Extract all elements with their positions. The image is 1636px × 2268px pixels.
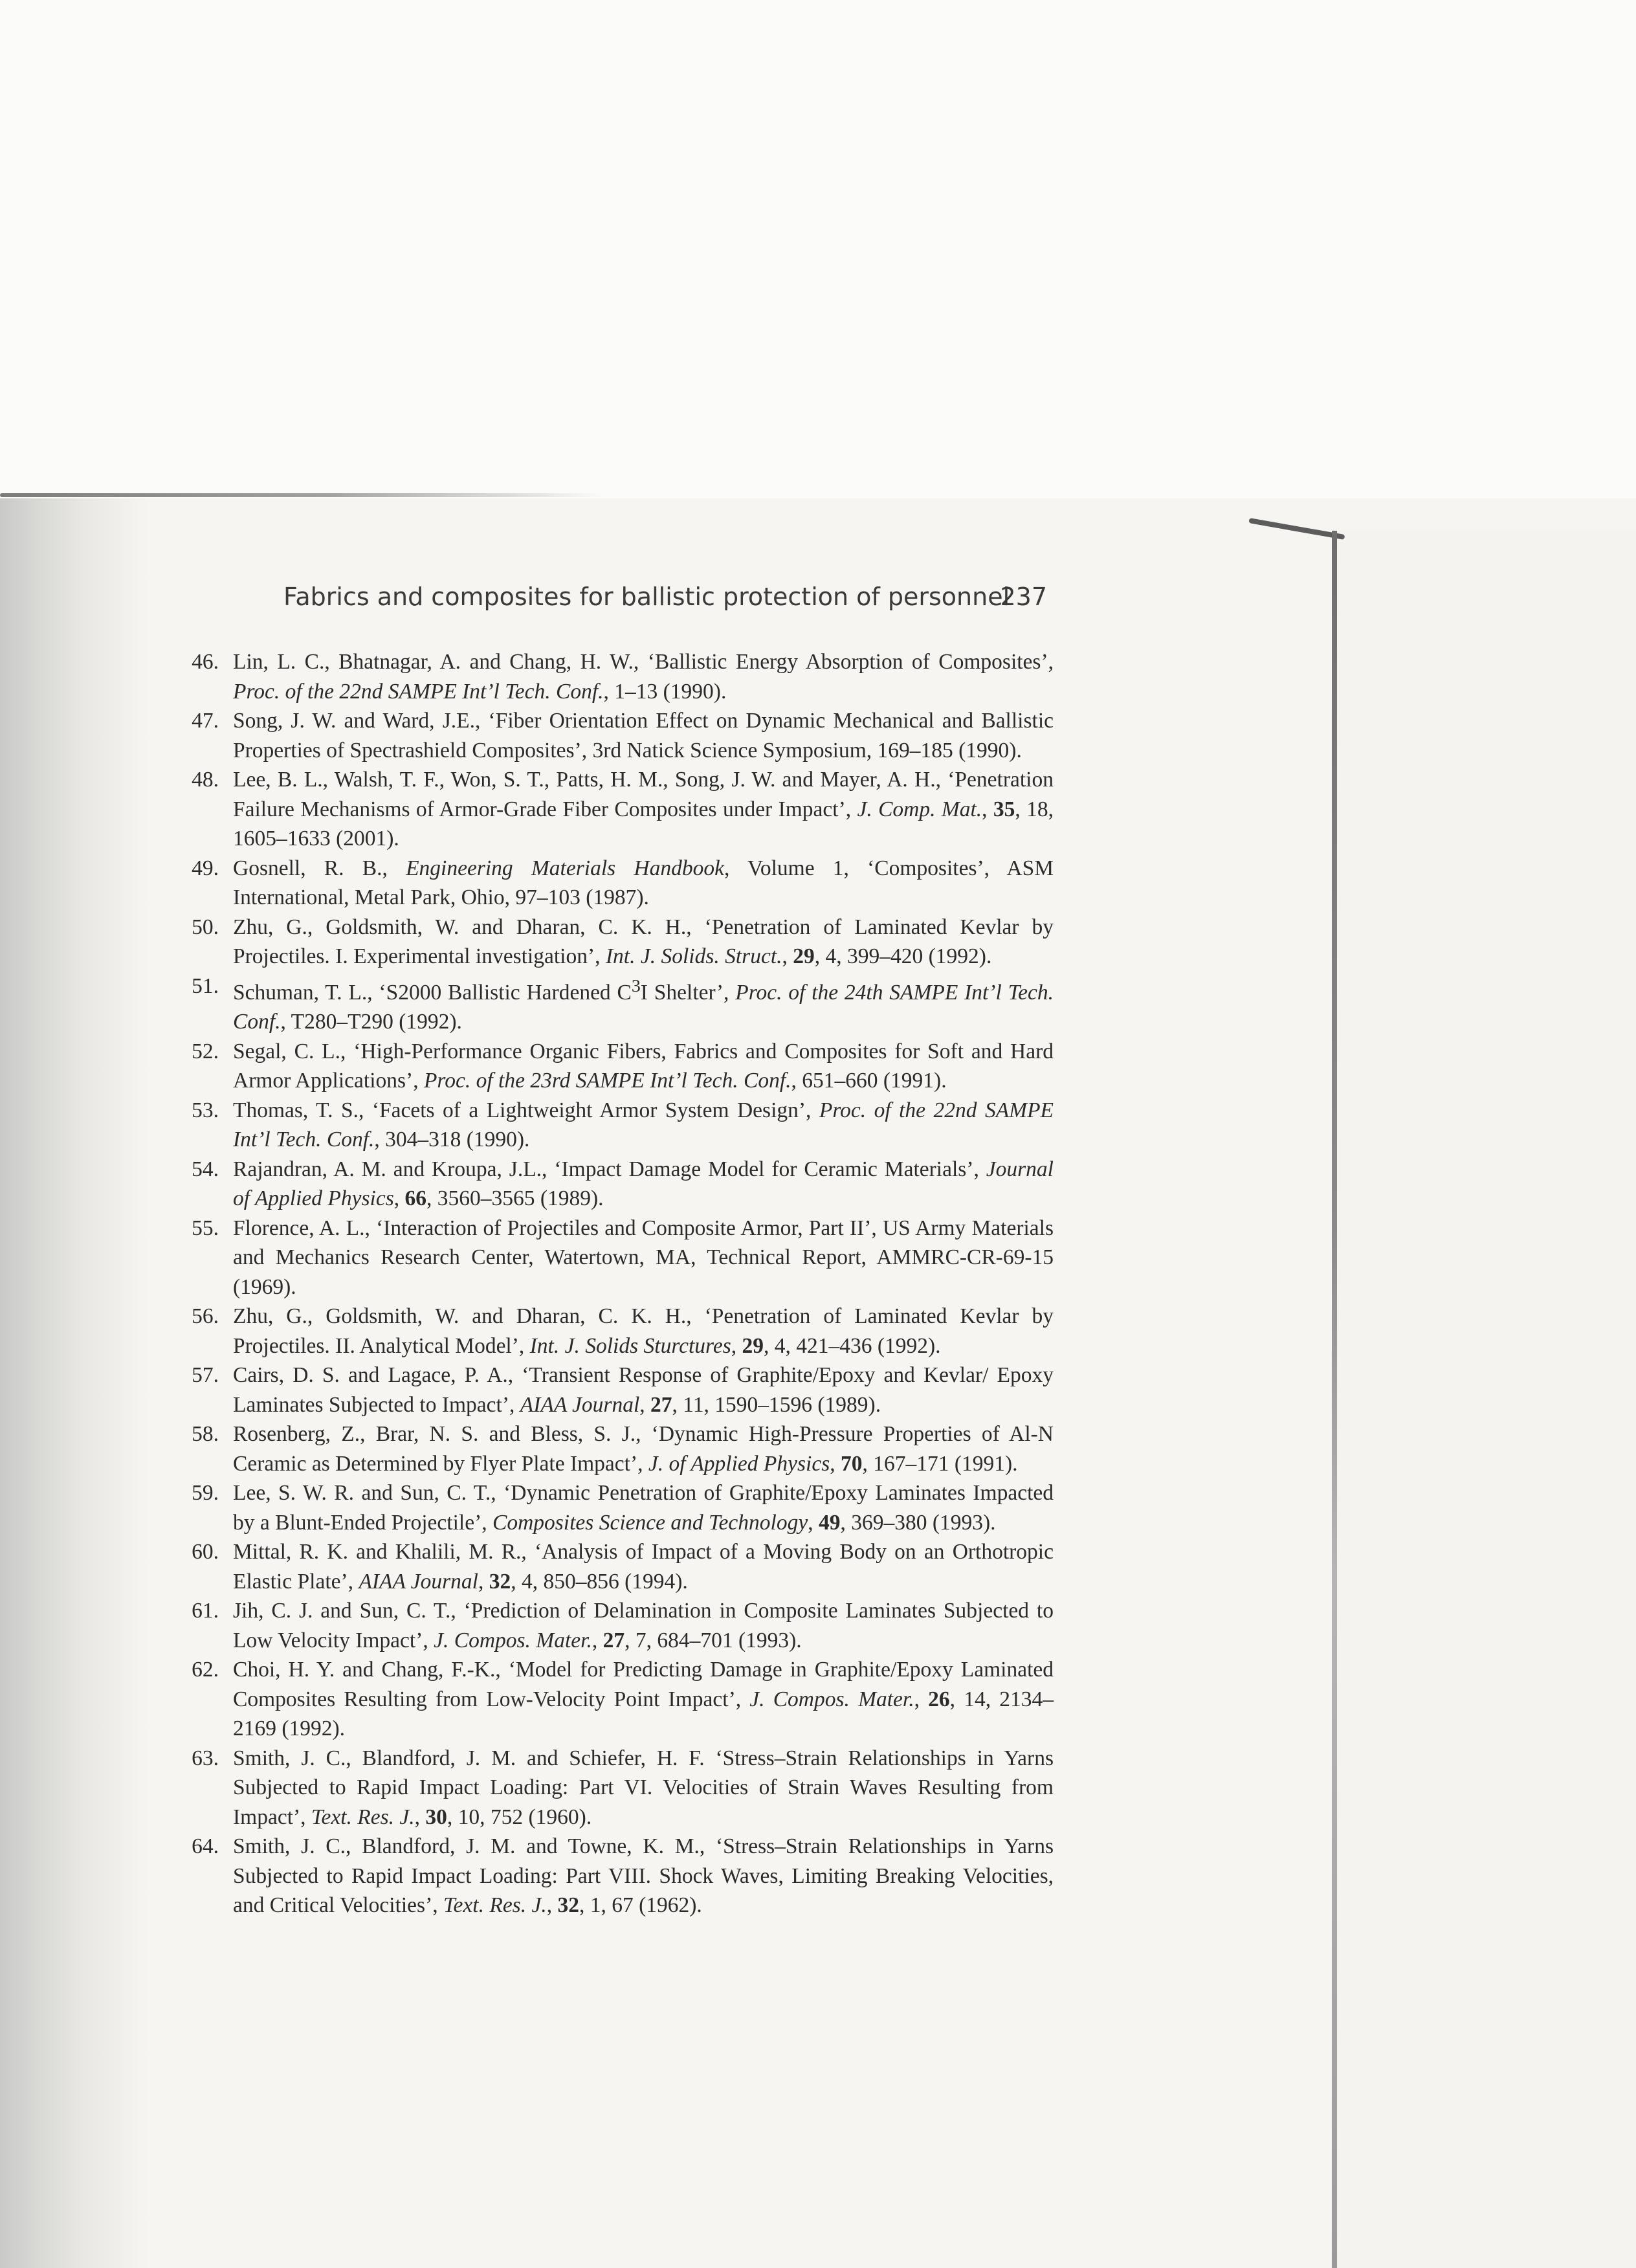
binding-shadow [0,498,149,2268]
reference-item [173,1096,1054,1155]
reference-list [173,647,1054,1920]
reference-number: 47. [192,709,219,733]
reference-number: 49. [192,856,219,880]
reference-text: Thomas, T. S., ‘Facets of a Lightweight Armor System Design’, Proc. of the 22nd SAMPE Int’l Tech. Conf., 304–318 (1990). [233,1098,1054,1152]
reference-number: 64. [192,1834,219,1859]
reference-number: 52. [192,1039,219,1063]
blank-page-area [0,0,1636,498]
reference-number: 54. [192,1157,219,1181]
reference-number: 46. [192,650,219,674]
reference-number: 48. [192,768,219,792]
reference-number: 60. [192,1540,219,1564]
reference-text: Zhu, G., Goldsmith, W. and Dharan, C. K. H., ‘Penetration of Laminated Kevlar by Projectiles. I. Experimental investigation’, Int. J. Solids. Struct., 29, 4, 399–420 (1992). [233,915,1054,968]
reference-item [173,1361,1054,1419]
reference-item [173,647,1054,706]
reference-text: Jih, C. J. and Sun, C. T., ‘Prediction of Delamination in Composite Laminates Subjected to Low Velocity Impact’, J. Compos. Mater., 27, 7, 684–701 (1993). [233,1599,1054,1652]
reference-item [173,706,1054,765]
reference-text: Choi, H. Y. and Chang, F.-K., ‘Model for Predicting Damage in Graphite/Epoxy Laminated Composites Resulting from Low-Velocity Point Impact’, J. Compos. Mater., 26, 14, 2134–2169 (1992). [233,1658,1054,1741]
reference-text: Gosnell, R. B., Engineering Materials Handbook, Volume 1, ‘Composites’, ASM International, Metal Park, Ohio, 97–103 (1987). [233,856,1054,909]
reference-number: 51. [192,973,219,998]
reference-item [173,1214,1054,1302]
reference-text: Song, J. W. and Ward, J.E., ‘Fiber Orientation Effect on Dynamic Mechanical and Ballistic Properties of Spectrashield Composites’, 3rd Natick Science Symposium, 169–185 (1990). [233,709,1054,762]
reference-text: Schuman, T. L., ‘S2000 Ballistic Hardened $C^3I$ Shelter’, Proc. of the 24th SAMPE Int’l Tech. Conf., T280–T290 (1992). [233,975,1054,1034]
reference-number: 59. [192,1481,219,1506]
reference-text: Segal, C. L., ‘High-Performance Organic Fibers, Fabrics and Composites for Soft and Hard Armor Applications’, Proc. of the 23rd SAMPE Int’l Tech. Conf., 651–660 (1991). [233,1039,1054,1093]
reference-number: 53. [192,1098,219,1122]
page-corner-mark [1248,518,1345,540]
reference-item [173,1478,1054,1537]
reference-number: 62. [192,1658,219,1682]
right-page-edge [1332,531,1337,2268]
reference-text: Smith, J. C., Blandford, J. M. and Towne, K. M., ‘Stress–Strain Relationships in Yarns Subjected to Rapid Impact Loading: Part VIII. Shock Waves, Limiting Breaking Velocities, and Critical Velocities’, Text. Res. J., 32, 1, 67 (1962). [233,1834,1054,1918]
reference-item [173,765,1054,854]
reference-item [173,1037,1054,1096]
reference-item [173,1302,1054,1361]
reference-number: 57. [192,1363,219,1388]
reference-text: Lee, B. L., Walsh, T. F., Won, S. T., Patts, H. M., Song, J. W. and Mayer, A. H., ‘Penetration Failure Mechanisms of Armor-Grade Fiber Composites under Impact’, J. Comp. Mat., 35, 18, 1605–1633 (2001). [233,768,1054,850]
reference-item [173,1832,1054,1920]
reference-text: Lin, L. C., Bhatnagar, A. and Chang, H. W., ‘Ballistic Energy Absorption of Composites’, Proc. of the 22nd SAMPE Int’l Tech. Conf., 1–13 (1990). [233,650,1054,704]
reference-text: Smith, J. C., Blandford, J. M. and Schiefer, H. F. ‘Stress–Strain Relationships in Yarns Subjected to Rapid Impact Loading: Part VI. Velocities of Strain Waves Resulting from Impact’, Text. Res. J., 30, 10, 752 (1960). [233,1746,1054,1829]
reference-number: 63. [192,1746,219,1770]
reference-text: Florence, A. L., ‘Interaction of Projectiles and Composite Armor, Part II’, US Army Materials and Mechanics Research Center, Watertown, MA, Technical Report, AMMRC-CR-69-15 (1969). [233,1216,1054,1299]
reference-number: 55. [192,1216,219,1240]
reference-item [173,913,1054,972]
running-header [283,583,1047,621]
reference-item [173,972,1054,1037]
reference-text: Lee, S. W. R. and Sun, C. T., ‘Dynamic Penetration of Graphite/Epoxy Laminates Impacted by a Blunt-Ended Projectile’, Composites Science and Technology, 49, 369–380 (1993). [233,1481,1054,1535]
reference-text: Rajandran, A. M. and Kroupa, J.L., ‘Impact Damage Model for Ceramic Materials’, Journal of Applied Physics, 66, 3560–3565 (1989). [233,1157,1054,1211]
reference-item [173,1155,1054,1214]
running-head-title: Fabrics and composites for ballistic protection of personnel [283,583,1010,611]
reference-number: 50. [192,915,219,939]
reference-text: Mittal, R. K. and Khalili, M. R., ‘Analysis of Impact of a Moving Body on an Orthotropic Elastic Plate’, AIAA Journal, 32, 4, 850–856 (1994). [233,1540,1054,1594]
right-margin-area [1337,531,1636,2268]
page-number: 237 [1000,583,1047,611]
reference-item [173,1596,1054,1655]
reference-item [173,1655,1054,1744]
reference-item [173,1537,1054,1596]
reference-item [173,854,1054,913]
reference-number: 56. [192,1304,219,1329]
reference-text: Rosenberg, Z., Brar, N. S. and Bless, S. J., ‘Dynamic High-Pressure Properties of Al-N Ceramic as Determined by Flyer Plate Impact’, J. of Applied Physics, 70, 167–171 (1991). [233,1422,1054,1476]
reference-text: Cairs, D. S. and Lagace, P. A., ‘Transient Response of Graphite/Epoxy and Kevlar/ Epoxy Laminates Subjected to Impact’, AIAA Journal, 27, 11, 1590–1596 (1989). [233,1363,1054,1417]
page-edge-line [0,493,602,497]
reference-number: 58. [192,1422,219,1447]
reference-text: Zhu, G., Goldsmith, W. and Dharan, C. K. H., ‘Penetration of Laminated Kevlar by Projectiles. II. Analytical Model’, Int. J. Solids Sturctures, 29, 4, 421–436 (1992). [233,1304,1054,1358]
reference-number: 61. [192,1599,219,1623]
reference-item [173,1744,1054,1832]
reference-item [173,1419,1054,1478]
